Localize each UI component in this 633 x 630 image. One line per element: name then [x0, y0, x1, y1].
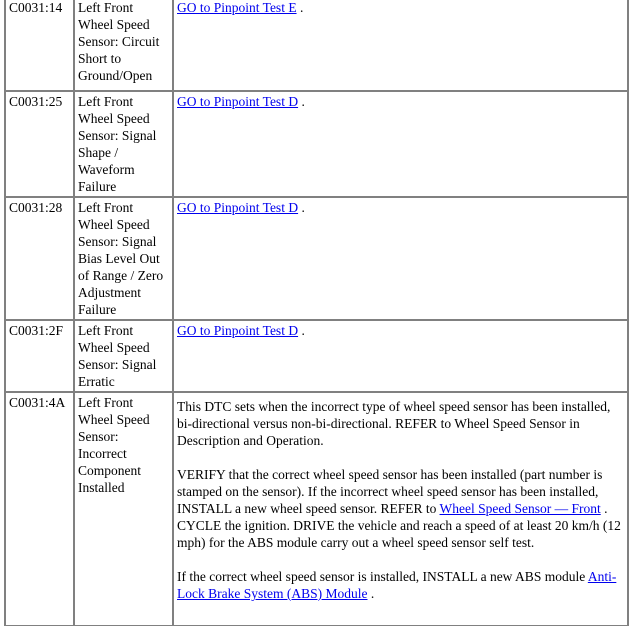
- link-trailing-text: .: [298, 323, 305, 338]
- dtc-action: [173, 0, 628, 91]
- link-trailing-text: .: [298, 200, 305, 215]
- link-trailing-text: .: [296, 0, 304, 15]
- pinpoint-test-link[interactable]: GO to Pinpoint Test E: [177, 0, 297, 15]
- dtc-code: C0031:25: [5, 91, 74, 197]
- table-row: [5, 0, 628, 91]
- wheel-speed-sensor-front-link[interactable]: Wheel Speed Sensor — Front: [439, 501, 601, 516]
- dtc-code: C0031:4A: [5, 392, 74, 626]
- dtc-condition: Left Front Wheel Speed Sensor: Signal Bias Level Out of Range / Zero Adjustment Failure: [74, 197, 173, 320]
- pinpoint-test-link[interactable]: GO to Pinpoint Test D: [177, 200, 299, 215]
- dtc-condition: Left Front Wheel Speed Sensor: Signal Erratic: [74, 320, 173, 392]
- dtc-table: [4, 0, 629, 626]
- dtc-code: C0031:2F: [5, 320, 74, 392]
- pinpoint-test-link[interactable]: GO to Pinpoint Test D: [177, 94, 299, 109]
- table-row: [5, 320, 628, 392]
- dtc-condition: Left Front Wheel Speed Sensor: Signal Shape / Waveform Failure: [74, 91, 173, 197]
- action-paragraph-description: This DTC sets when the incorrect type of wheel speed sensor has been installed, bi-directional versus non-bi-directional. REFER to Wheel Speed Sensor in Description and Operation.: [177, 399, 611, 448]
- dtc-code: C0031:14: [5, 0, 74, 91]
- table-row: [5, 392, 628, 626]
- dtc-condition: Left Front Wheel Speed Sensor: Incorrect Component Installed: [74, 392, 173, 626]
- dtc-condition: Left Front Wheel Speed Sensor: Circuit Short to Ground/Open: [74, 0, 173, 91]
- dtc-action: [173, 91, 628, 197]
- verify-text-continued: . CYCLE the ignition. DRIVE the vehicle and reach a speed of at least 20 km/h (12 mph) for the ABS module carry out a wheel speed sensor self test.: [177, 501, 621, 550]
- dtc-action: [173, 392, 628, 626]
- table-row: [5, 197, 628, 320]
- action-paragraph-install: [177, 568, 624, 602]
- abs-module-link[interactable]: Anti-Lock Brake System (ABS) Module: [177, 569, 617, 601]
- pinpoint-test-link[interactable]: GO to Pinpoint Test D: [177, 323, 299, 338]
- verify-text: VERIFY that the correct wheel speed sensor has been installed (part number is stamped on the sensor). If the incorrect wheel speed sensor has been installed, INSTALL a new wheel speed sensor. REFER to: [177, 467, 603, 516]
- action-paragraph-verify: [177, 466, 624, 551]
- link-trailing-text: .: [298, 94, 305, 109]
- dtc-action: [173, 197, 628, 320]
- table-row: [5, 91, 628, 197]
- dtc-action: [173, 320, 628, 392]
- install-text: If the correct wheel speed sensor is installed, INSTALL a new ABS module: [177, 569, 588, 584]
- dtc-code: C0031:28: [5, 197, 74, 320]
- link-trailing-text: .: [367, 586, 375, 601]
